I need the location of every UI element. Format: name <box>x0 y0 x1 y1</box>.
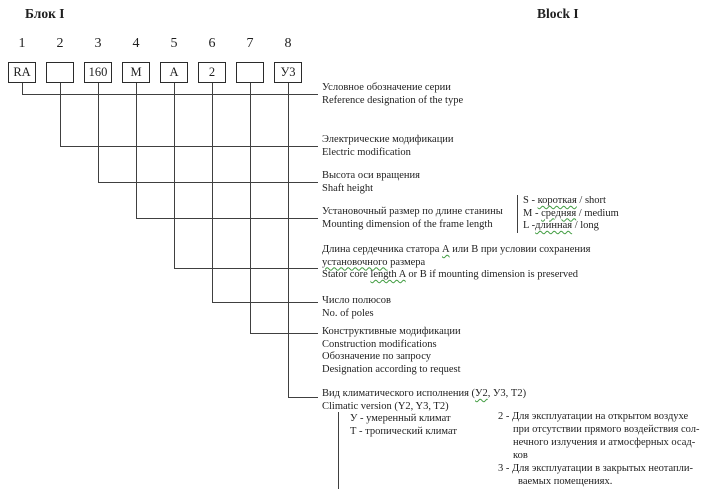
position-number-2: 2 <box>56 36 64 51</box>
code-box-series: RA <box>8 62 36 83</box>
position-number-4: 4 <box>132 36 140 51</box>
label-shaft-height-ru: Высота оси вращения <box>322 170 420 181</box>
label-stator-core-length-ru2 <box>322 257 590 270</box>
text-part: , У3, Т2) <box>487 388 527 399</box>
connector-v5 <box>174 83 175 269</box>
text-part: Stator core <box>322 269 371 280</box>
block-title-ru: Блок I <box>25 6 65 21</box>
label-mounting-dimension-ru: Установочный размер по длине станины <box>322 206 503 217</box>
text-part: или В при условии сохранения <box>449 244 591 255</box>
note-2-line3: нечного излучения и атмосферных осад- <box>513 436 696 448</box>
climatic-notes <box>498 411 700 488</box>
frame-length-option-short <box>523 195 619 208</box>
text-part: or B if mounting dimension is preserved <box>405 269 579 280</box>
position-number-5: 5 <box>170 36 178 51</box>
note-2-line2: при отсутствии прямого воздействия сол- <box>513 423 700 435</box>
label-shaft-height-en: Shaft height <box>322 182 374 194</box>
connector-h8 <box>288 397 318 398</box>
note-2-line1: 2 - Для эксплуатации на открытом воздухе <box>498 411 689 422</box>
spellcheck-word: установочного <box>322 256 388 268</box>
text-part: размера <box>387 256 426 268</box>
code-box-poles: 2 <box>198 62 226 83</box>
spellcheck-word: средняя <box>541 207 577 219</box>
position-number-6: 6 <box>208 36 216 51</box>
position-number-1: 1 <box>18 36 26 51</box>
connector-v6 <box>212 83 213 303</box>
climate-options <box>350 413 457 438</box>
label-stator-core-length-ru1 <box>322 244 590 257</box>
label-construction-modifications-ru: Конструктивные модификации <box>322 326 461 337</box>
note-2-line4: ков <box>513 449 528 461</box>
label-construction-modifications-en: Construction modifications <box>322 338 437 350</box>
connector-h3 <box>98 182 318 183</box>
connector-v7 <box>250 83 251 334</box>
code-box-core-length: А <box>160 62 188 83</box>
text-part: / medium <box>576 207 619 219</box>
label-mounting-dimension-en: Mounting dimension of the frame length <box>322 218 493 230</box>
position-number-7: 7 <box>246 36 254 51</box>
label-electric-modification-en: Electric modification <box>322 146 411 158</box>
label-climatic-version-en: Climatic version (Y2, Y3, T2) <box>322 400 449 412</box>
code-box-shaft-height: 160 <box>84 62 112 83</box>
label-number-of-poles-en: No. of poles <box>322 307 374 319</box>
label-number-of-poles-ru: Число полюсов <box>322 295 391 306</box>
label-climatic-version-ru <box>322 388 526 401</box>
climate-option-moderate: У - умеренный климат <box>350 413 451 424</box>
connector-v8 <box>288 83 289 398</box>
code-box-construction <box>236 62 264 83</box>
text-part: S - <box>523 195 538 206</box>
text-part: / short <box>576 195 606 206</box>
climate-option-tropical: Т - тропический климат <box>350 425 457 437</box>
text-part: M - <box>523 207 542 219</box>
code-box-frame-length: М <box>122 62 150 83</box>
label-climatic-version <box>322 388 526 413</box>
frame-length-option-medium <box>523 208 619 221</box>
connector-h7 <box>250 333 318 334</box>
connector-h1 <box>22 94 318 95</box>
text-part: Вид климатического исполнения ( <box>322 388 476 399</box>
label-electric-modification-ru: Электрические модификации <box>322 134 454 145</box>
connector-v3 <box>98 83 99 183</box>
connector-v2 <box>60 83 61 147</box>
connector-h6 <box>212 302 318 303</box>
label-number-of-poles <box>322 295 391 320</box>
label-electric-modification <box>322 134 454 159</box>
code-box-electric-mod <box>46 62 74 83</box>
climate-options-bracket <box>338 412 339 489</box>
label-shaft-height <box>322 170 420 195</box>
spellcheck-word: У2 <box>475 388 488 399</box>
spellcheck-word: длинная <box>535 220 573 231</box>
position-number-8: 8 <box>284 36 292 51</box>
label-construction-modifications <box>322 326 461 376</box>
connector-v4 <box>136 83 137 219</box>
label-stator-core-length-en <box>322 269 590 282</box>
spellcheck-word: А <box>441 244 450 255</box>
text-part: L - <box>523 220 536 231</box>
code-box-climatic: У3 <box>274 62 302 83</box>
label-stator-core-length <box>322 244 590 282</box>
spellcheck-word: length A <box>370 269 406 280</box>
frame-length-option-long <box>523 220 619 233</box>
connector-h4 <box>136 218 318 219</box>
text-part: / long <box>572 220 599 231</box>
note-3-line1: 3 - Для эксплуатации в закрытых неотапли- <box>498 462 693 474</box>
label-series-ru: Условное обозначение серии <box>322 82 451 93</box>
connector-h2 <box>60 146 318 147</box>
label-series <box>322 82 463 107</box>
label-designation-on-request-ru: Обозначение по запросу <box>322 351 431 362</box>
block-title-en: Block I <box>537 6 579 21</box>
connector-h5 <box>174 268 318 269</box>
frame-length-options <box>523 195 619 233</box>
label-designation-on-request-en: Designation according to request <box>322 363 461 375</box>
label-series-en: Reference designation of the type <box>322 94 464 106</box>
frame-length-options-bracket <box>517 195 518 233</box>
label-mounting-dimension <box>322 206 503 231</box>
note-3-line2: ваемых помещениях. <box>518 475 613 487</box>
position-number-3: 3 <box>94 36 102 51</box>
text-part: Длина сердечника статора <box>322 244 442 255</box>
spellcheck-word: короткая <box>537 195 577 206</box>
